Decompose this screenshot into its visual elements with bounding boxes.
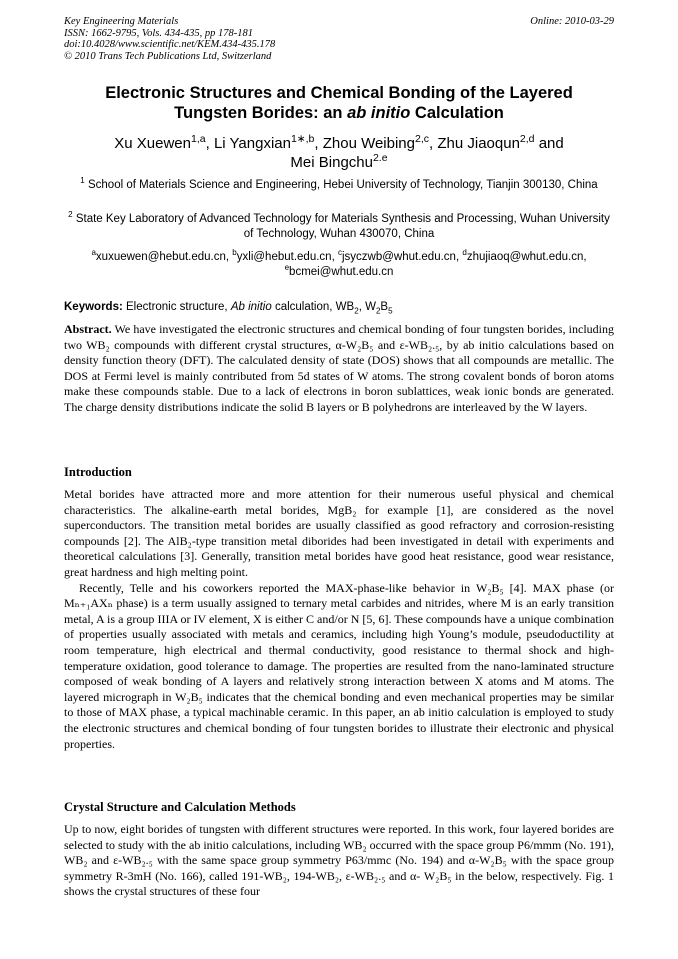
author-list: Xu Xuewen$^{1,a}$, Li Yangxian$^{1∗,b}$, Zhou Weibing$^{2,c}$, Zhu Jiaoqun$^{2,d}$ and Mei Bingchu$^{2.e}$ <box>114 133 564 171</box>
affiliation-2: $^2$ State Key Laboratory of Advanced Technology for Materials Synthesis and Processing, Wuhan University of Technology, Wuhan 430070, China <box>68 210 610 240</box>
email-c[interactable]: jsyczwb@whut.edu.cn <box>341 251 456 263</box>
abstract-text: We have investigated the electronic structures and chemical bonding of four tungsten borides, including two WB₂ compounds with different crystal structures, α-W₂B₅ and ε-WB₂.₅, by ab initio calculations based on density function theory (DFT). The calculated density of state (DOS) shows that all compounds are metallic. The DOS at Fermi level is mainly contributed from 5d states of W atoms. The strong covalent bonds of boron atoms make these compounds stable. Due to a lack of electrons in boron sublattices, weak ionic bonds are generated. The charge density distributions indicate the solid B layers or B polyhedrons are interleaved by the W layers. <box>64 322 614 414</box>
paper-title <box>64 83 614 123</box>
author: Mei Bingchu <box>290 154 373 171</box>
author: Zhou Weibing <box>322 135 415 152</box>
email-e[interactable]: bcmei@whut.edu.cn <box>289 266 394 278</box>
journal-header <box>64 16 614 62</box>
author: Li Yangxian <box>213 135 291 152</box>
affiliation-1: $^1$ School of Materials Science and Engineering, Hebei University of Technology, Tianjin 300130, China <box>80 176 598 191</box>
abstract-label: Abstract. <box>64 322 112 336</box>
methods-section <box>64 822 614 900</box>
email-list: $^a$xuxuewen@hebut.edu.cn, $^b$yxli@hebut.edu.cn, $^c$jsyczwb@whut.edu.cn, $^d$zhujiaoq@whut.edu.cn, $^e$bcmei@whut.edu.cn <box>91 248 587 278</box>
journal-name: Key Engineering Materials <box>64 16 179 27</box>
title-line-1: Electronic Structures and Chemical Bonding of the Layered <box>105 84 573 102</box>
title-line-2: Tungsten Borides: an ab initio Calculation <box>174 104 504 122</box>
email-d[interactable]: zhujiaoq@whut.edu.cn <box>466 251 584 263</box>
online-date: Online: 2010-03-29 <box>530 16 614 27</box>
methods-heading: Crystal Structure and Calculation Methods <box>64 800 296 814</box>
methods-paragraph-1: Up to now, eight borides of tungsten with different structures were reported. In this work, four layered borides are selected to study with the ab initio calculations, including WB₂ occurred with the space group P6/mmm (No. 191), WB₂ and ε-WB₂.₅ with the same space group symmetry P63/mmc (No. 194) and α-W₂B₅ with the space group symmetry R-3mH (No. 166), called 191-WB₂, 194-WB₂, ε-WB₂.₅ and α- W₂B₅ in the below, respectively. Fig. 1 shows the crystal structures of these four <box>64 822 614 899</box>
author: Zhu Jiaoqun <box>437 135 520 152</box>
abstract <box>64 322 614 416</box>
keywords-label: Keywords: <box>64 301 123 313</box>
journal-issn: ISSN: 1662-9795, Vols. 434-435, pp 178-181 <box>64 27 253 39</box>
keywords: Keywords: Electronic structure, Ab initio calculation, $WB_2$, $W_2B_5$ <box>64 301 393 316</box>
intro-heading: Introduction <box>64 465 132 479</box>
intro-paragraph-2: Recently, Telle and his coworkers reported the MAX-phase-like behavior in W₂B₅ [4]. MAX phase (or Mₙ₊₁AXₙ phase) is a term usually assigned to ternary metal carbides and nitrides, where M is an early transition metal, A is a group IIIA or IV element, X is either C and/or N [5, 6]. These compounds have a unique combination of properties usually associated with metals and ceramics, including high Young’s module, pseudoductility at room temperature, high electrical and thermal conductivity, good resistance to thermal shock and high-temperature oxidation, good tolerance to damage. The properties are resulted from the nano-laminated structure composed of weak bonding of A layers and relatively strong interaction between X atoms and M atoms. The layered micrograph in W₂B₅ indicates that the chemical bonding and even mechanical properties may be similar to those of MAX phase, a typical machinable ceramic. In this paper, an ab initio calculation is employed to study the electronic structures and chemical bonding of four tungsten borides to illustrate their electronic and physical properties. <box>64 580 614 751</box>
journal-doi: doi:10.4028/www.scientific.net/KEM.434-435.178 <box>64 39 276 50</box>
intro-paragraph-1: Metal borides have attracted more and more attention for their numerous useful physical and chemical characteristics. The alkaline-earth metal borides, MgB₂ for example [1], are considered as the novel superconductors. The transition metal borides are usually classified as good refractory and corrosion-resisting compounds [2]. The AlB₂-type transition metal diborides had been investigated in detail with experiments and theoretical calculations [3]. Generally, transition metal borides have good heat resistance, good wear resistance, great hardness and high melting point. <box>64 487 614 579</box>
intro-section <box>64 487 614 752</box>
author: Xu Xuewen <box>114 135 191 152</box>
journal-copyright: © 2010 Trans Tech Publications Ltd, Switzerland <box>64 50 272 62</box>
email-a[interactable]: xuxuewen@hebut.edu.cn <box>95 251 226 263</box>
email-b[interactable]: yxli@hebut.edu.cn <box>236 251 332 263</box>
